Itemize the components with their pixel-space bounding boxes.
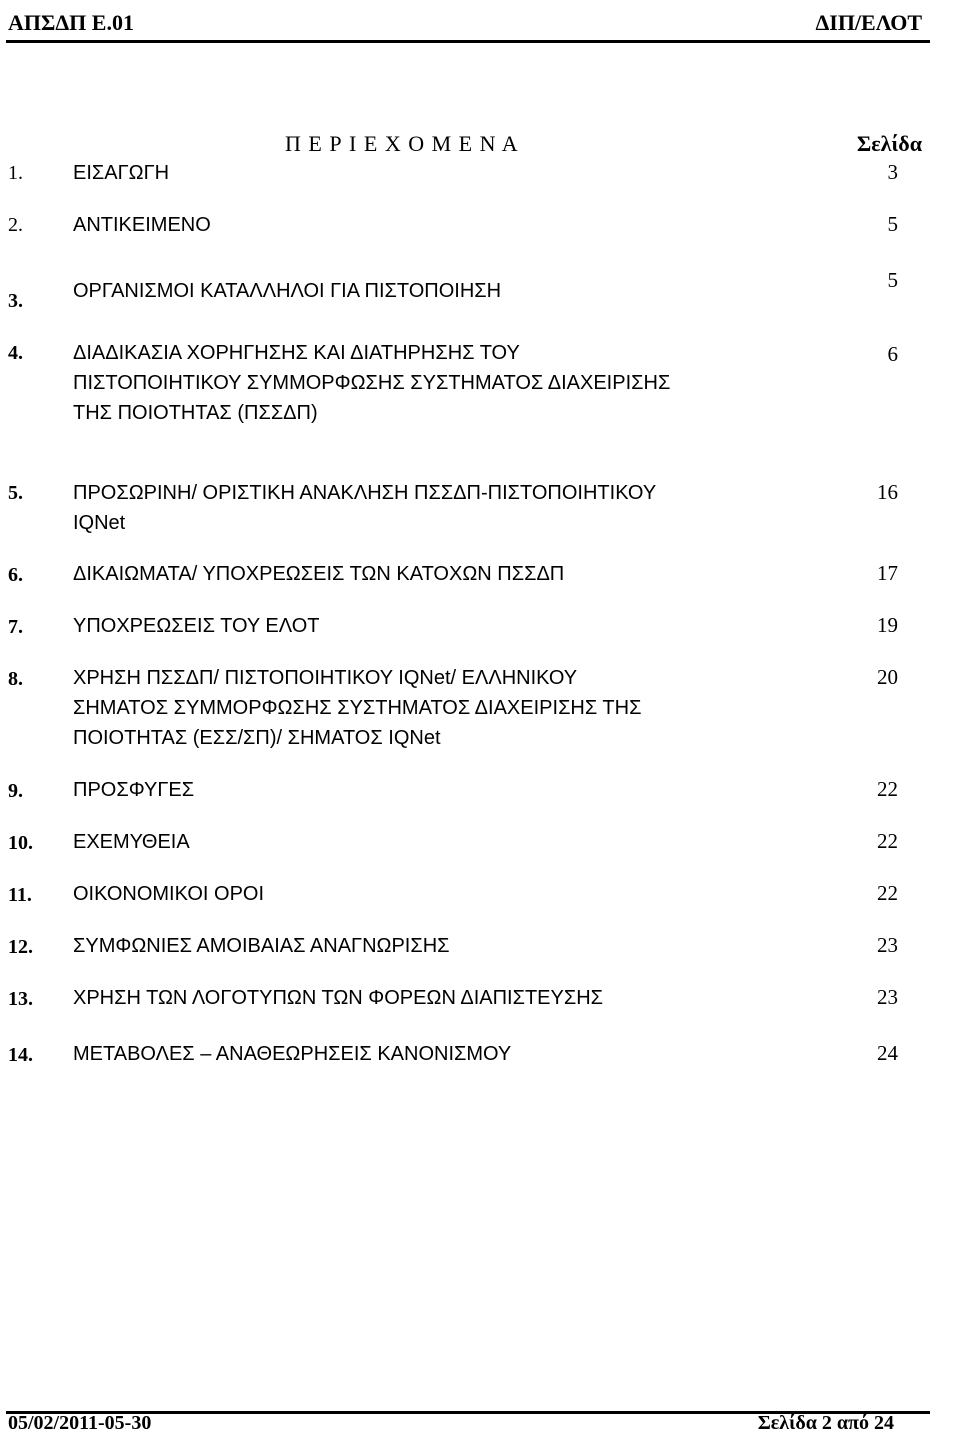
toc-entry-10-line-1: ΕΧΕΜΥΘΕΙΑ	[73, 831, 190, 853]
toc-entry-7-line-1: ΥΠΟΧΡΕΩΣΕΙΣ ΤΟΥ ΕΛΟΤ	[73, 615, 320, 637]
header-doc-code: ΑΠΣΔΠ Ε.01	[8, 10, 134, 35]
toc-entry-2-line-1: ΑΝΤΙΚΕΙΜΕΝΟ	[73, 214, 211, 236]
toc-entry-13-title[interactable]	[73, 983, 603, 1013]
toc-entry-8-line-1: ΧΡΗΣΗ ΠΣΣΔΠ/ ΠΙΣΤΟΠΟΙΗΤΙΚΟΥ IQNet/ ΕΛΛΗΝΙΚΟΥ	[73, 667, 578, 689]
toc-entry-5-line-2: IQNet	[73, 512, 126, 534]
toc-entry-4-line-3: ΤΗΣ ΠΟΙΟΤΗΤΑΣ (ΠΣΣΔΠ)	[73, 402, 318, 424]
toc-entry-4-line-1: ΔΙΑΔΙΚΑΣΙΑ ΧΟΡΗΓΗΣΗΣ ΚΑΙ ΔΙΑΤΗΡΗΣΗΣ ΤΟΥ	[73, 342, 520, 364]
toc-entry-14-page: 24	[877, 1041, 898, 1065]
toc-entry-14-line-1: ΜΕΤΑΒΟΛΕΣ – ΑΝΑΘΕΩΡΗΣΕΙΣ ΚΑΝΟΝΙΣΜΟΥ	[73, 1043, 512, 1065]
toc-entry-11-title[interactable]	[73, 879, 264, 909]
toc-title: Π Ε Ρ Ι Ε Χ Ο Μ Ε Ν Α	[285, 131, 519, 156]
toc-entry-2-title[interactable]	[73, 210, 211, 240]
toc-entry-3-title[interactable]	[73, 276, 501, 306]
toc-entry-13-line-1: ΧΡΗΣΗ ΤΩΝ ΛΟΓΟΤΥΠΩΝ ΤΩΝ ΦΟΡΕΩΝ ΔΙΑΠΙΣΤΕΥΣΗΣ	[73, 987, 604, 1009]
toc-entry-8-title[interactable]	[73, 663, 641, 753]
toc-entry-9-page: 22	[877, 777, 898, 801]
toc-entry-8-page: 20	[877, 665, 898, 689]
toc-entry-7-title[interactable]	[73, 611, 319, 641]
toc-entry-8-line-3: ΠΟΙΟΤΗΤΑΣ (ΕΣΣ/ΣΠ)/ ΣΗΜΑΤΟΣ IQNet	[73, 727, 441, 749]
toc-entry-9-number: 9.	[8, 780, 23, 802]
toc-entry-1-line-1: ΕΙΣΑΓΩΓΗ	[73, 162, 170, 184]
toc-entry-9-title[interactable]	[73, 775, 194, 805]
toc-entry-6-title[interactable]	[73, 559, 564, 589]
toc-entry-1-number: 1.	[8, 162, 23, 184]
toc-entry-8-line-2: ΣΗΜΑΤΟΣ ΣΥΜΜΟΡΦΩΣΗΣ ΣΥΣΤΗΜΑΤΟΣ ΔΙΑΧΕΙΡΙΣΗΣ ΤΗΣ	[73, 697, 642, 719]
toc-page-column-header: Σελίδα	[856, 131, 922, 156]
toc-entry-12-page: 23	[877, 933, 898, 957]
toc-entry-7-page: 19	[877, 613, 898, 637]
toc-entry-3-line-1: ΟΡΓΑΝΙΣΜΟΙ ΚΑΤΑΛΛΗΛΟΙ ΓΙΑ ΠΙΣΤΟΠΟΙΗΣΗ	[73, 280, 502, 302]
toc-entry-12-line-1: ΣΥΜΦΩΝΙΕΣ ΑΜΟΙΒΑΙΑΣ ΑΝΑΓΝΩΡΙΣΗΣ	[73, 935, 450, 957]
toc-entry-6-page: 17	[877, 561, 898, 585]
toc-entry-8-number: 8.	[8, 668, 23, 690]
toc-entry-4-title[interactable]	[73, 338, 670, 428]
toc-entry-14-title[interactable]	[73, 1039, 511, 1069]
header-department: ΔΙΠ/ΕΛΟΤ	[815, 10, 922, 35]
header-rule	[6, 40, 930, 43]
toc-entry-11-number: 11.	[8, 884, 32, 906]
toc-entry-12-number: 12.	[8, 936, 33, 958]
toc-entry-6-number: 6.	[8, 564, 23, 586]
toc-entry-5-page: 16	[877, 480, 898, 504]
toc-entry-9-line-1: ΠΡΟΣΦΥΓΕΣ	[73, 779, 195, 801]
toc-entry-2-page: 5	[887, 212, 898, 236]
toc-entry-13-page: 23	[877, 985, 898, 1009]
toc-entry-2-number: 2.	[8, 214, 23, 236]
toc-entry-13-number: 13.	[8, 988, 33, 1010]
toc-entry-3-page: 5	[887, 268, 898, 292]
footer-page-number: Σελίδα 2 από 24	[757, 1412, 894, 1434]
toc-entry-5-title[interactable]	[73, 478, 656, 538]
toc-entry-1-title[interactable]	[73, 158, 169, 188]
toc-entry-12-title[interactable]	[73, 931, 450, 961]
toc-entry-11-page: 22	[877, 881, 898, 905]
footer-date: 05/02/2011-05-30	[8, 1412, 152, 1434]
toc-entry-14-number: 14.	[8, 1044, 33, 1066]
toc-entry-6-line-1: ΔΙΚΑΙΩΜΑΤΑ/ ΥΠΟΧΡΕΩΣΕΙΣ ΤΩΝ ΚΑΤΟΧΩΝ ΠΣΣΔΠ	[73, 563, 565, 585]
toc-entry-1-page: 3	[887, 160, 898, 184]
toc-entry-10-title[interactable]	[73, 827, 190, 857]
toc-entry-4-page: 6	[887, 342, 898, 366]
toc-entry-3-number: 3.	[8, 290, 23, 312]
toc-entry-7-number: 7.	[8, 616, 23, 638]
toc-entry-5-line-1: ΠΡΟΣΩΡΙΝΗ/ ΟΡΙΣΤΙΚΗ ΑΝΑΚΛΗΣΗ ΠΣΣΔΠ-ΠΙΣΤΟΠΟΙΗΤΙΚΟΥ	[73, 482, 657, 504]
toc-entry-5-number: 5.	[8, 482, 23, 504]
toc-entry-4-number: 4.	[8, 342, 23, 364]
toc-entry-11-line-1: ΟΙΚΟΝΟΜΙΚΟΙ ΟΡΟΙ	[73, 883, 265, 905]
toc-entry-10-number: 10.	[8, 832, 33, 854]
toc-entry-4-line-2: ΠΙΣΤΟΠΟΙΗΤΙΚΟΥ ΣΥΜΜΟΡΦΩΣΗΣ ΣΥΣΤΗΜΑΤΟΣ ΔΙΑΧΕΙΡΙΣΗΣ	[73, 372, 671, 394]
toc-entry-10-page: 22	[877, 829, 898, 853]
